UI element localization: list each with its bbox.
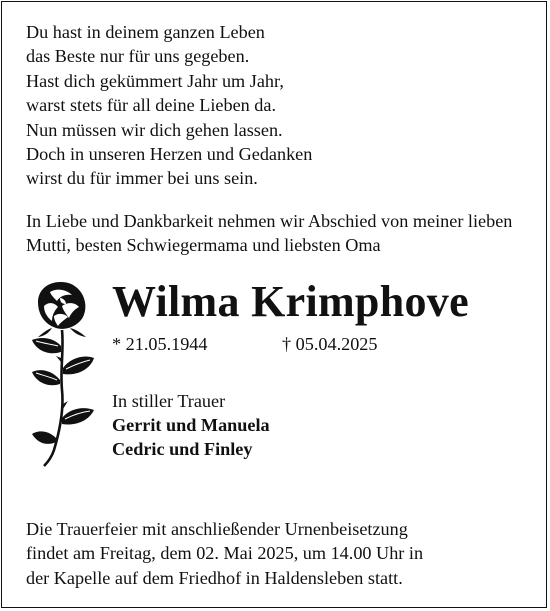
poem <box>26 20 526 191</box>
deceased-name: Wilma Krimphove <box>112 276 469 326</box>
poem-line: warst stets für all deine Lieben da. <box>26 95 276 116</box>
rose-icon <box>30 280 96 468</box>
funeral-details-line: Die Trauerfeier mit anschließender Urnenbeisetzung <box>26 519 408 539</box>
funeral-details-line: der Kapelle auf dem Friedhof in Haldensleben statt. <box>26 567 403 588</box>
poem-line: wirst du für immer bei uns sein. <box>26 168 258 189</box>
death-date: † 05.04.2025 <box>282 333 378 354</box>
poem-line: Hast dich gekümmert Jahr um Jahr, <box>26 70 284 91</box>
mourner-name: Cedric und Finley <box>112 439 253 460</box>
poem-line: Du hast in deinem ganzen Leben <box>26 22 265 42</box>
mourners <box>112 389 270 462</box>
funeral-details-line: findet am Freitag, dem 02. Mai 2025, um 14.00 Uhr in <box>26 543 424 564</box>
obituary-notice <box>26 20 526 476</box>
life-dates <box>112 332 378 356</box>
farewell-intro: In Liebe und Dankbarkeit nehmen wir Abschied von meiner lieben Mutti, besten Schwiegermama und liebsten Oma <box>26 210 513 256</box>
funeral-details <box>26 517 526 590</box>
deceased-section <box>26 276 526 476</box>
mourners-heading: In stiller Trauer <box>112 390 226 411</box>
poem-line: Doch in unseren Herzen und Gedanken <box>26 144 313 165</box>
birth-date: * 21.05.1944 <box>112 333 208 354</box>
mourner-name: Gerrit und Manuela <box>112 415 270 436</box>
poem-line: Nun müssen wir dich gehen lassen. <box>26 119 283 140</box>
poem-line: das Beste nur für uns gegeben. <box>26 46 250 67</box>
